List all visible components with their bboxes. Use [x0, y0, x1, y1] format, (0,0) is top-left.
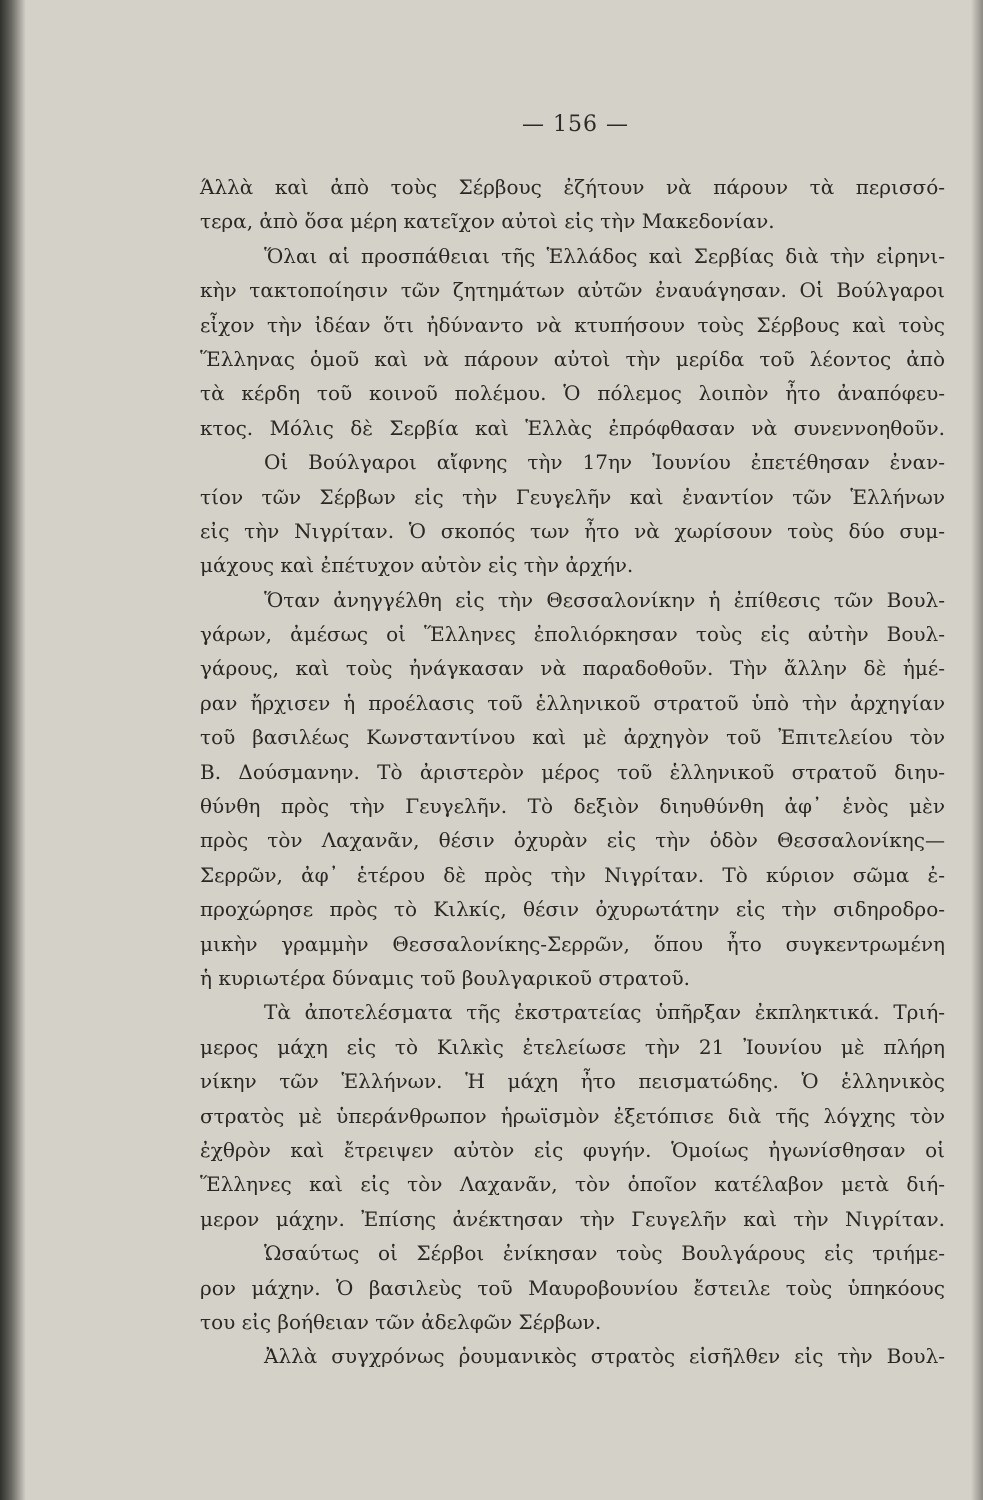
- text-line: τὰ κέρδη τοῦ κοινοῦ πολέμου. Ὁ πόλεμος λοιπὸν ἦτο ἀναπόφευ-: [200, 381, 945, 406]
- text-line: πρὸς τὸν Λαχανᾶν, θέσιν ὀχυρὰν εἰς τὴν ὁδὸν Θεσσαλονίκης—: [200, 828, 945, 853]
- body-text: [200, 170, 945, 1374]
- text-line: τίον τῶν Σέρβων εἰς τὴν Γευγελῆν καὶ ἐναντίον τῶν Ἑλλήνων: [200, 484, 945, 509]
- text-line: ραν ἤρχισεν ἡ προέλασις τοῦ ἑλληνικοῦ στρατοῦ ὑπὸ τὴν ἀρχηγίαν: [200, 690, 945, 715]
- text-line: προχώρησε πρὸς τὸ Κιλκίς, θέσιν ὀχυρωτάτην εἰς τὴν σιδηροδρο-: [200, 897, 945, 922]
- text-line: Ὡσαύτως οἱ Σέρβοι ἐνίκησαν τοὺς Βουλγάρους εἰς τριήμε-: [264, 1241, 945, 1266]
- text-line: θύνθη πρὸς τὴν Γευγελῆν. Τὸ δεξιὸν διηυθύνθη ἀφ᾽ ἑνὸς μὲν: [200, 794, 945, 819]
- page-number: — 156 —: [522, 112, 629, 137]
- text-line: εἶχον τὴν ἰδέαν ὅτι ἠδύναντο νὰ κτυπήσουν τοὺς Σέρβους καὶ τοὺς: [200, 312, 945, 337]
- text-line: ἐχθρὸν καὶ ἔτρειψεν αὐτὸν εἰς φυγήν. Ὁμοίως ἠγωνίσθησαν οἱ: [200, 1137, 945, 1162]
- text-line: Οἱ Βούλγαροι αἴφνης τὴν 17ην Ἰουνίου ἐπετέθησαν ἐναν-: [264, 450, 945, 475]
- text-line: Σερρῶν, ἀφ᾽ ἑτέρου δὲ πρὸς τὴν Νιγρίταν. Τὸ κύριον σῶμα ἐ-: [200, 862, 945, 887]
- text-line: κὴν τακτοποίησιν τῶν ζητημάτων αὐτῶν ἐναυάγησαν. Οἱ Βούλγαροι: [200, 278, 945, 303]
- text-line: γάρων, ἀμέσως οἱ Ἕλληνες ἐπολιόρκησαν τοὺς εἰς αὐτὴν Βουλ-: [200, 622, 945, 647]
- text-line: Ἕλληνας ὁμοῦ καὶ νὰ πάρουν αὐτοὶ τὴν μερίδα τοῦ λέοντος ἀπὸ: [200, 346, 945, 371]
- text-line: μερος μάχη εἰς τὸ Κιλκὶς ἐτελείωσε τὴν 21 Ἰουνίου μὲ πλήρη: [200, 1034, 945, 1059]
- text-line: Ἀλλὰ συγχρόνως ῥουμανικὸς στρατὸς εἰσῆλθεν εἰς τὴν Βουλ-: [264, 1344, 945, 1369]
- text-line: Ἕλληνες καὶ εἰς τὸν Λαχανᾶν, τὸν ὁποῖον κατέλαβον μετὰ διή-: [200, 1172, 945, 1197]
- text-line: τοῦ βασιλέως Κωνσταντίνου καὶ μὲ ἀρχηγὸν τοῦ Ἐπιτελείου τὸν: [200, 725, 945, 750]
- text-line: μάχους καὶ ἐπέτυχον αὐτὸν εἰς τὴν ἀρχήν.: [200, 553, 634, 578]
- text-line: κτος. Μόλις δὲ Σερβία καὶ Ἑλλὰς ἐπρόφθασαν νὰ συνεννοηθοῦν.: [200, 415, 945, 440]
- page-edge-shadow-right: [971, 0, 983, 1500]
- text-line: εἰς τὴν Νιγρίταν. Ὁ σκοπός των ἦτο νὰ χωρίσουν τοὺς δύο συμ-: [200, 518, 945, 543]
- text-line: του εἰς βοήθειαν τῶν ἀδελφῶν Σέρβων.: [200, 1309, 602, 1334]
- text-line: Τὰ ἀποτελέσματα τῆς ἐκστρατείας ὑπῆρξαν ἐκπληκτικά. Τριή-: [264, 1000, 945, 1025]
- text-line: ἡ κυριωτέρα δύναμις τοῦ βουλγαρικοῦ στρατοῦ.: [200, 965, 690, 990]
- text-line: γάρους, καὶ τοὺς ἠνάγκασαν νὰ παραδοθοῦν. Τὴν ἄλλην δὲ ἡμέ-: [200, 656, 945, 681]
- text-line: ρον μάχην. Ὁ βασιλεὺς τοῦ Μαυροβουνίου ἔστειλε τοὺς ὑπηκόους: [200, 1275, 945, 1300]
- text-line: Ὅλαι αἱ προσπάθειαι τῆς Ἑλλάδος καὶ Σερβίας διὰ τὴν εἰρηνι-: [264, 243, 945, 268]
- text-line: στρατὸς μὲ ὑπεράνθρωπον ἡρωϊσμὸν ἐξετόπισε διὰ τῆς λόγχης τὸν: [200, 1103, 945, 1128]
- text-line: Άλλὰ καὶ ἀπὸ τοὺς Σέρβους ἐζήτουν νὰ πάρουν τὰ περισσό-: [200, 175, 945, 199]
- text-line: τερα, ἀπὸ ὅσα μέρη κατεῖχον αὐτοὶ εἰς τὴν Μακεδονίαν.: [200, 209, 775, 234]
- page-edge-shadow: [0, 0, 26, 1500]
- text-line: μικὴν γραμμὴν Θεσσαλονίκης-Σερρῶν, ὅπου ἦτο συγκεντρωμένη: [200, 931, 945, 956]
- text-line: Β. Δούσμανην. Τὸ ἀριστερὸν μέρος τοῦ ἑλληνικοῦ στρατοῦ διηυ-: [200, 759, 945, 784]
- text-line: νίκην τῶν Ἑλλήνων. Ἡ μάχη ἦτο πεισματώδης. Ὁ ἑλληνικὸς: [200, 1069, 945, 1094]
- text-line: Ὅταν ἀνηγγέλθη εἰς τὴν Θεσσαλονίκην ἡ ἐπίθεσις τῶν Βουλ-: [264, 587, 945, 612]
- text-line: μερον μάχην. Ἐπίσης ἀνέκτησαν τὴν Γευγελῆν καὶ τὴν Νιγρίταν.: [200, 1206, 945, 1231]
